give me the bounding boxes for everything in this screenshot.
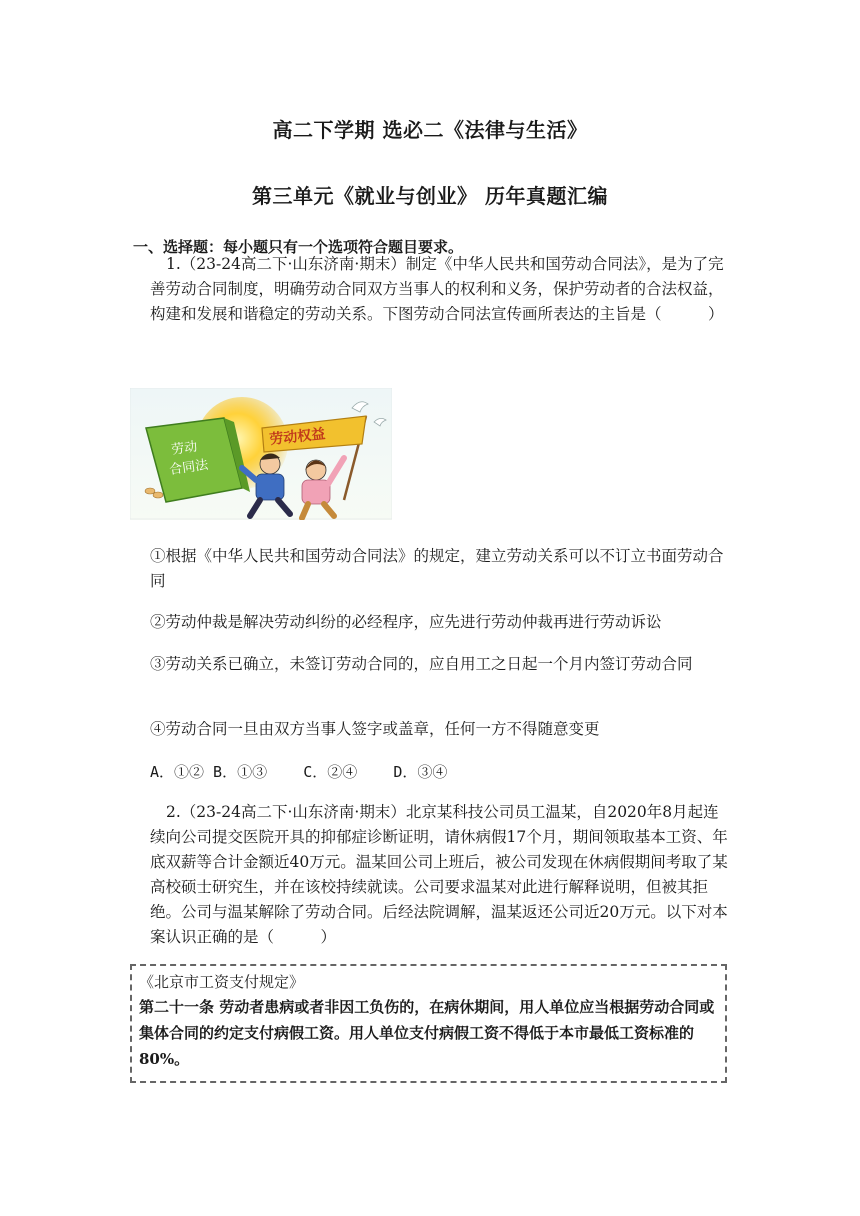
- banner-text: 劳动权益: [268, 426, 327, 448]
- regulation-excerpt-box: [130, 964, 727, 1083]
- question-1-choices: A．①② B．①③ C．②④ D．③④: [150, 763, 448, 781]
- question-1-option-3: ③劳动关系已确立，未签订劳动合同的，应自用工之日起一个月内签订劳动合同: [150, 655, 693, 673]
- document-subtitle: 第三单元《就业与创业》 历年真题汇编: [252, 184, 608, 208]
- question-1-option-4: ④劳动合同一旦由双方当事人签字或盖章，任何一方不得随意变更: [150, 720, 600, 738]
- board-text-line1: 劳动: [170, 439, 199, 458]
- regulation-text: 第二十一条 劳动者患病或者非因工负伤的，在病休期间，用人单位应当根据劳动合同或集体合同的约定支付病假工资。用人单位支付病假工资不得低于本市最低工资标准的80%。: [139, 998, 715, 1068]
- document-title: 高二下学期 选必二《法律与生活》: [272, 118, 588, 142]
- question-1-stem: 1.（23-24高二下·山东济南·期末）制定《中华人民共和国劳动合同法》，是为了完善劳动合同制度，明确劳动合同双方当事人的权利和义务，保护劳动者的合法权益，构建和发展和谐稳定的劳动关系。下图劳动合同法宣传画所表达的主旨是（ ）: [150, 255, 724, 323]
- question-1-option-2: ②劳动仲裁是解决劳动纠纷的必经程序，应先进行劳动仲裁再进行劳动诉讼: [150, 613, 662, 631]
- section-heading: 一、选择题：每小题只有一个选项符合题目要求。: [133, 238, 464, 256]
- regulation-title: 《北京市工资支付规定》: [139, 973, 305, 991]
- question-2-stem: 2.（23-24高二下·山东济南·期末）北京某科技公司员工温某，自2020年8月起连续向公司提交医院开具的抑郁症诊断证明，请休病假17个月，期间领取基本工资、年底双薪等合计金额近40万元。温某回公司上班后，被公司发现在休病假期间考取了某高校硕士研究生，并在该校持续就读。公司要求温某对此进行解释说明，但被其拒绝。公司与温某解除了劳动合同。后经法院调解，温某返还公司近20万元。以下对本案认识正确的是（ ）: [150, 803, 728, 946]
- board-text-line2: 合同法: [168, 457, 210, 478]
- labor-law-poster-illustration: [130, 388, 392, 520]
- question-1-option-1: ①根据《中华人民共和国劳动合同法》的规定，建立劳动关系可以不订立书面劳动合同: [150, 547, 724, 590]
